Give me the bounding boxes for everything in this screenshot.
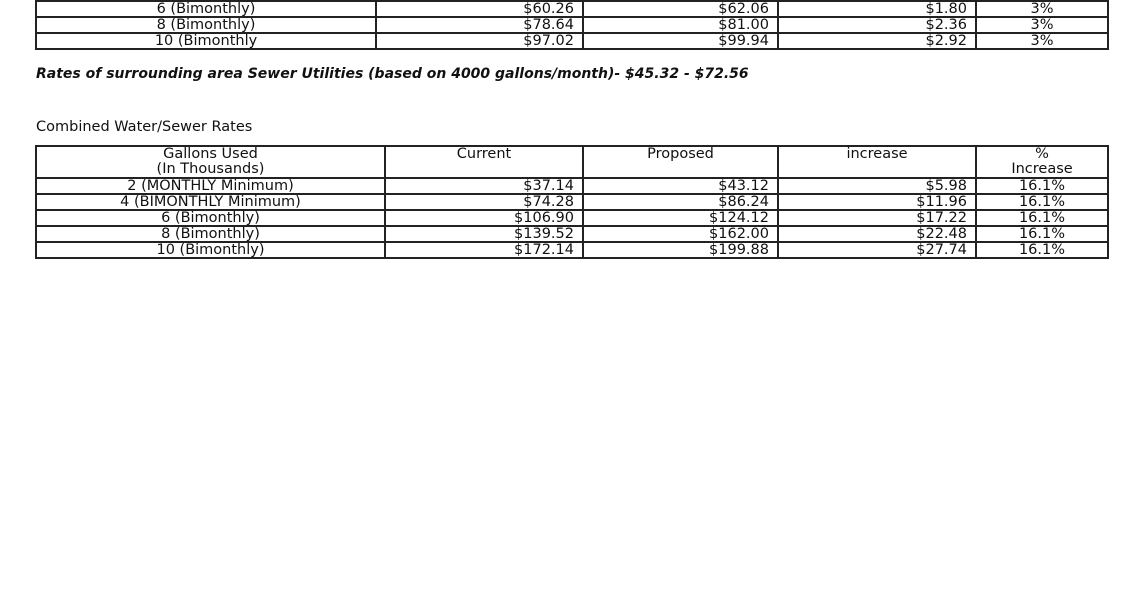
proposed-cell: $43.12 <box>583 178 778 194</box>
table-row <box>36 226 1108 242</box>
combined-rates-title: Combined Water/Sewer Rates <box>36 119 253 135</box>
gallons-header: Gallons Used <box>36 146 385 162</box>
current-cell: $74.28 <box>385 194 583 210</box>
table-row <box>36 17 1108 33</box>
gallons-cell: 6 (Bimonthly) <box>36 1 376 17</box>
current-cell: $139.52 <box>385 226 583 242</box>
increase-cell: $27.74 <box>778 242 976 258</box>
pct-cell: 3% <box>976 1 1108 17</box>
gallons-cell: 2 (MONTHLY Minimum) <box>36 178 385 194</box>
pct-cell: 16.1% <box>976 194 1108 210</box>
pct-cell: 16.1% <box>976 210 1108 226</box>
pct-header-sub: Increase <box>976 162 1108 178</box>
gallons-cell: 10 (Bimonthly <box>36 33 376 49</box>
current-header: Current <box>385 146 583 178</box>
header-row <box>36 146 1108 162</box>
combined-rates-table <box>35 145 1109 259</box>
increase-header: increase <box>778 146 976 178</box>
increase-cell: $22.48 <box>778 226 976 242</box>
proposed-cell: $86.24 <box>583 194 778 210</box>
pct-cell: 16.1% <box>976 242 1108 258</box>
proposed-cell: $99.94 <box>583 33 778 49</box>
proposed-cell: $124.12 <box>583 210 778 226</box>
increase-cell: $2.92 <box>778 33 976 49</box>
increase-cell: $17.22 <box>778 210 976 226</box>
pct-cell: 16.1% <box>976 226 1108 242</box>
gallons-cell: 4 (BIMONTHLY Minimum) <box>36 194 385 210</box>
pct-header: % <box>976 146 1108 162</box>
increase-cell: $2.36 <box>778 17 976 33</box>
current-cell: $78.64 <box>376 17 583 33</box>
increase-cell: $11.96 <box>778 194 976 210</box>
pct-cell: 16.1% <box>976 178 1108 194</box>
proposed-header: Proposed <box>583 146 778 178</box>
water-rates-table <box>35 0 1109 50</box>
table-row <box>36 194 1108 210</box>
sewer-rates-note: Rates of surrounding area Sewer Utilities (based on 4000 gallons/month)- $45.32 - $72.56 <box>36 66 749 82</box>
gallons-cell: 10 (Bimonthly) <box>36 242 385 258</box>
proposed-cell: $162.00 <box>583 226 778 242</box>
table-row <box>36 33 1108 49</box>
current-cell: $172.14 <box>385 242 583 258</box>
current-cell: $37.14 <box>385 178 583 194</box>
gallons-cell: 8 (Bimonthly) <box>36 17 376 33</box>
table-row <box>36 1 1108 17</box>
current-cell: $106.90 <box>385 210 583 226</box>
table-row <box>36 242 1108 258</box>
table-row <box>36 178 1108 194</box>
proposed-cell: $199.88 <box>583 242 778 258</box>
table-row <box>36 210 1108 226</box>
gallons-cell: 6 (Bimonthly) <box>36 210 385 226</box>
current-cell: $97.02 <box>376 33 583 49</box>
increase-cell: $5.98 <box>778 178 976 194</box>
proposed-cell: $62.06 <box>583 1 778 17</box>
increase-cell: $1.80 <box>778 1 976 17</box>
proposed-cell: $81.00 <box>583 17 778 33</box>
pct-cell: 3% <box>976 17 1108 33</box>
pct-cell: 3% <box>976 33 1108 49</box>
gallons-header-sub: (In Thousands) <box>36 162 385 178</box>
gallons-cell: 8 (Bimonthly) <box>36 226 385 242</box>
current-cell: $60.26 <box>376 1 583 17</box>
